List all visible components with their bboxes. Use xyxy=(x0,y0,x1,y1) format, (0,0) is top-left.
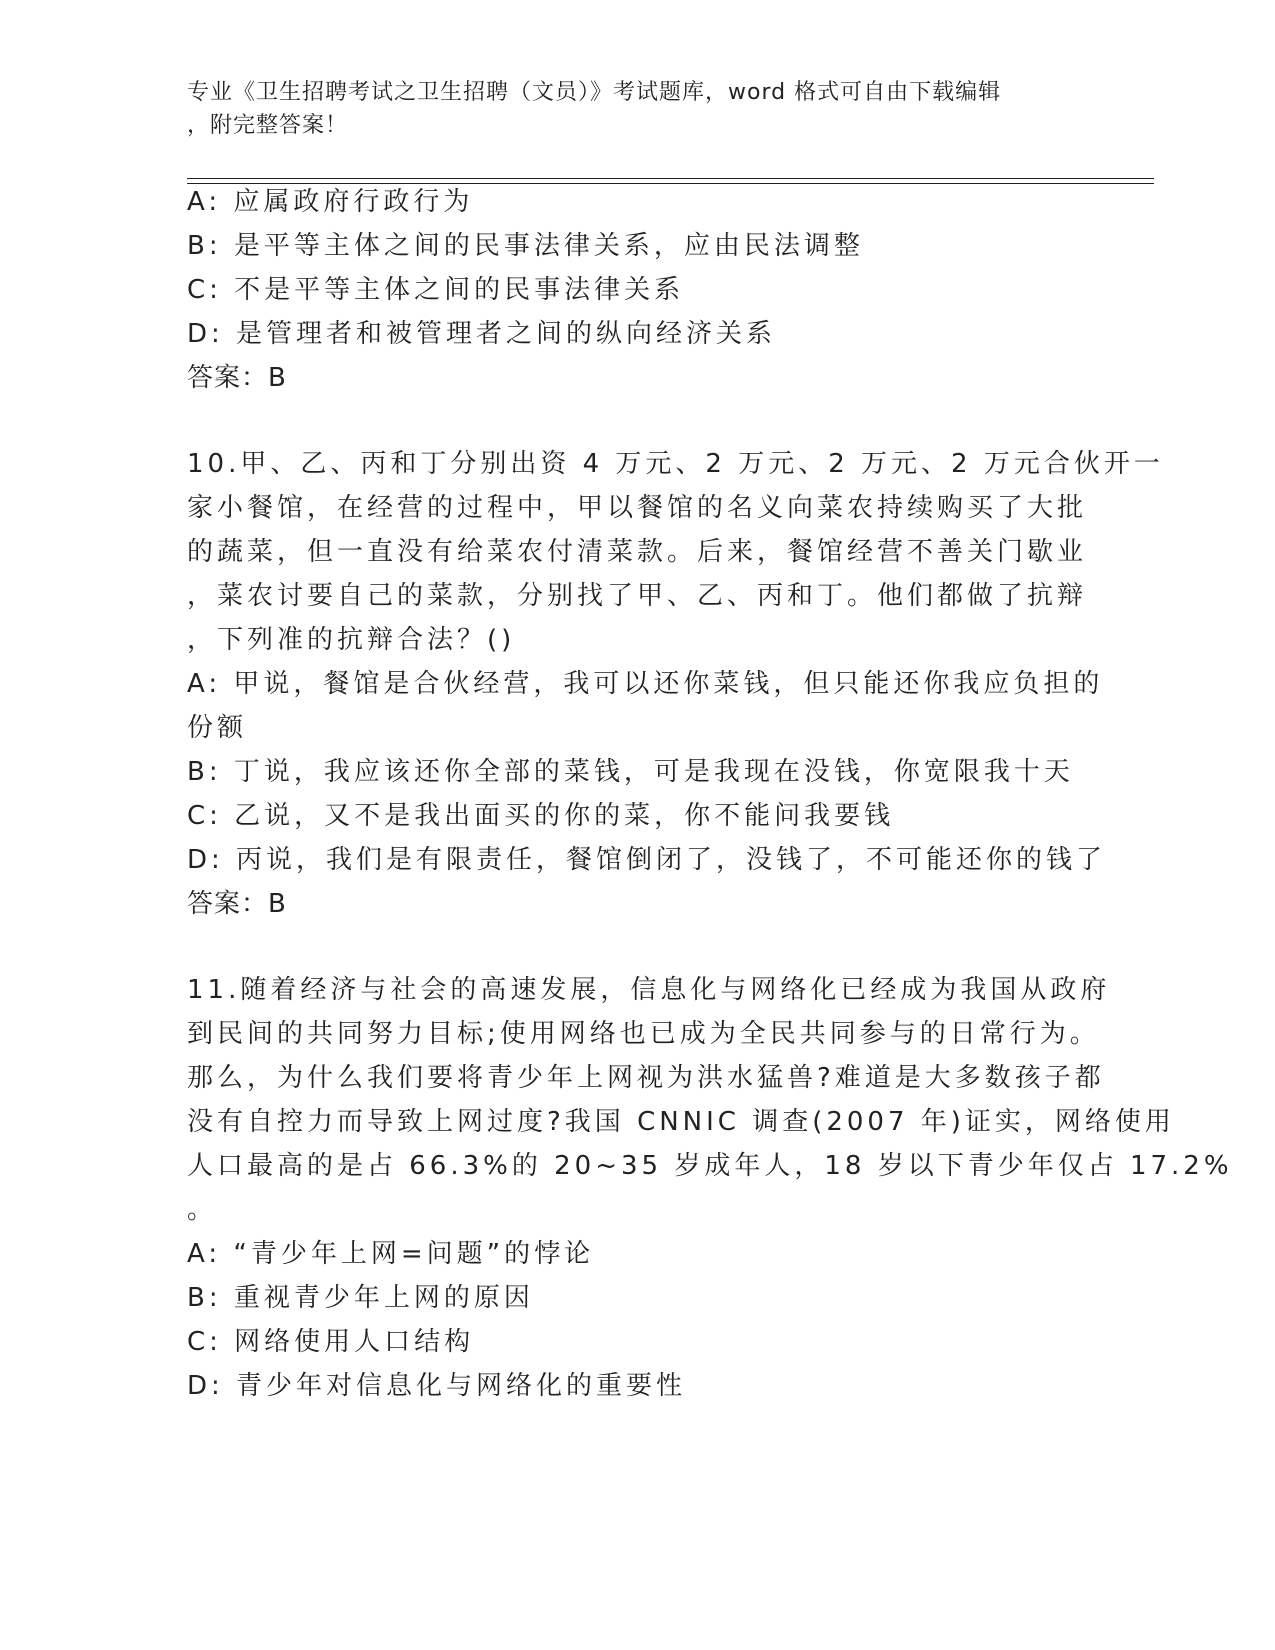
q10-option-c: C: 乙说，又不是我出面买的你的菜，你不能问我要钱 xyxy=(187,801,895,831)
q10-stem-line-3: 的蔬菜，但一直没有给菜农付清菜款。后来，餐馆经营不善关门歇业 xyxy=(187,537,1088,567)
q11-stem-line-5: 人口最高的是占 66.3%的 20~35 岁成年人，18 岁以下青少年仅占 17.2% xyxy=(187,1151,1233,1181)
q11-stem-line-1: 11.随着经济与社会的高速发展，信息化与网络化已经成为我国从政府 xyxy=(187,975,1111,1005)
q11-option-a: A: “青少年上网=问题”的悖论 xyxy=(187,1239,595,1269)
q11-option-c: C: 网络使用人口结构 xyxy=(187,1327,475,1357)
q10-stem-line-4: ，菜农讨要自己的菜款，分别找了甲、乙、丙和丁。他们都做了抗辩 xyxy=(187,581,1088,611)
q10-stem-line-5: ，下列准的抗辩合法？() xyxy=(187,625,516,655)
q9-option-c: C: 不是平等主体之间的民事法律关系 xyxy=(187,275,685,305)
q11-stem-line-6: 。 xyxy=(187,1195,218,1225)
q10-answer: 答案：B xyxy=(187,889,287,919)
q11-stem-line-2: 到民间的共同努力目标;使用网络也已成为全民共同参与的日常行为。 xyxy=(187,1019,1100,1049)
header-line-2: ，附完整答案！ xyxy=(187,113,349,138)
q10-stem-line-2: 家小餐馆，在经营的过程中，甲以餐馆的名义向菜农持续购买了大批 xyxy=(187,493,1088,523)
q9-option-d: D: 是管理者和被管理者之间的纵向经济关系 xyxy=(187,319,777,349)
q10-option-a: A: 甲说，餐馆是合伙经营，我可以还你菜钱，但只能还你我应负担的 xyxy=(187,669,1104,699)
q10-stem-line-1: 10.甲、乙、丙和丁分别出资 4 万元、2 万元、2 万元、2 万元合伙开一 xyxy=(187,449,1164,479)
q10-option-b: B: 丁说，我应该还你全部的菜钱，可是我现在没钱，你宽限我十天 xyxy=(187,757,1074,787)
q9-answer: 答案：B xyxy=(187,363,287,393)
q9-option-a: A: 应属政府行政行为 xyxy=(187,187,474,217)
q9-option-b: B: 是平等主体之间的民事法律关系，应由民法调整 xyxy=(187,231,864,261)
header-line-1: 专业《卫生招聘考试之卫生招聘（文员）》考试题库，word 格式可自由下载编辑 xyxy=(187,80,1002,105)
header-divider-top xyxy=(187,178,1154,179)
q10-option-d: D: 丙说，我们是有限责任，餐馆倒闭了，没钱了，不可能还你的钱了 xyxy=(187,845,1107,875)
q11-option-b: B: 重视青少年上网的原因 xyxy=(187,1283,534,1313)
q11-stem-line-4: 没有自控力而导致上网过度?我国 CNNIC 调查(2007 年)证实，网络使用 xyxy=(187,1107,1175,1137)
q11-stem-line-3: 那么，为什么我们要将青少年上网视为洪水猛兽?难道是大多数孩子都 xyxy=(187,1063,1105,1093)
document-header xyxy=(187,76,1087,142)
q10-option-a-continued: 份额 xyxy=(187,713,248,743)
q11-option-d: D: 青少年对信息化与网络化的重要性 xyxy=(187,1371,687,1401)
header-divider-bottom xyxy=(187,183,1154,184)
